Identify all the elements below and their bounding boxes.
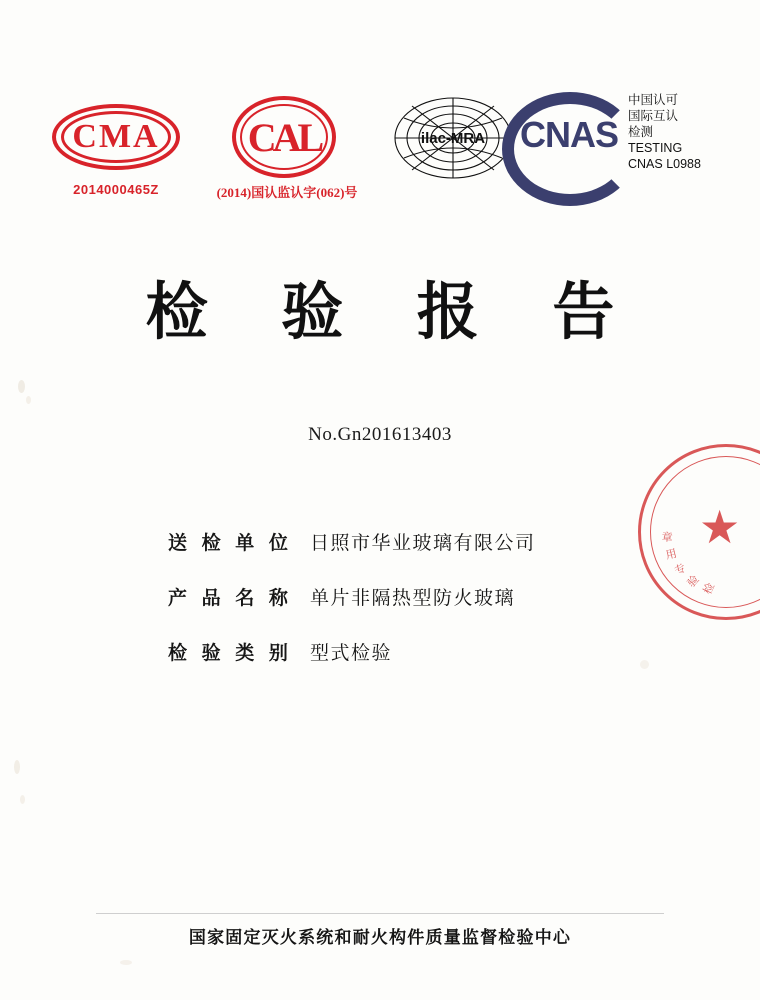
cal-logo-text: CAL (247, 114, 321, 160)
field-value: 型式检验 (310, 642, 393, 664)
cnas-line-3: 检测 (628, 125, 654, 139)
field-row (168, 638, 648, 665)
footer-divider (96, 913, 664, 914)
stamp-char: 检 (701, 581, 718, 597)
scan-artifact (18, 380, 25, 393)
stamp-char: 章 (661, 531, 673, 545)
cnas-logo-icon (502, 88, 632, 188)
stamp-char: 专 (672, 561, 689, 578)
issuing-authority: 国家固定灭火系统和耐火构件质量监督检验中心 (188, 928, 572, 948)
cnas-line-2: 国际互认 (628, 109, 679, 123)
report-number: No.Gn201613403 (308, 424, 452, 445)
cnas-line-4: TESTING (628, 141, 683, 155)
scan-artifact (20, 795, 25, 804)
page-title: 检 验 报 告 (145, 275, 641, 348)
cal-logo-icon (232, 96, 336, 178)
ilac-mra-label: ilac-MRA (420, 130, 486, 147)
scan-artifact (120, 960, 132, 965)
stamp-star-icon: ★ (699, 502, 741, 553)
cma-logo-text: CMA (72, 118, 160, 155)
field-value: 单片非隔热型防火玻璃 (310, 587, 516, 609)
cma-code-label: 2014000465Z (73, 182, 159, 197)
scan-artifact (14, 760, 20, 774)
field-label: 产 品 名 称 (168, 587, 292, 609)
cnas-logo-text: CNAS (520, 114, 619, 155)
field-row (168, 528, 648, 555)
cnas-accreditation-text (628, 92, 748, 172)
ilac-mra-logo-icon (392, 94, 514, 182)
stamp-char: 用 (664, 547, 679, 563)
scan-artifact (26, 396, 31, 404)
stamp-char: 验 (685, 573, 702, 590)
accreditation-logo-row (0, 86, 760, 226)
cal-code-label: (2014)国认监认字(062)号 (216, 185, 358, 200)
field-label: 送 检 单 位 (168, 532, 292, 554)
cma-logo-icon (52, 104, 180, 170)
field-label: 检 验 类 别 (168, 642, 292, 664)
cnas-line-5: CNAS L0988 (628, 157, 701, 171)
report-field-list (168, 528, 648, 693)
field-value: 日照市华业玻璃有限公司 (310, 532, 536, 554)
field-row (168, 583, 648, 610)
official-red-stamp (638, 444, 760, 620)
cnas-line-1: 中国认可 (628, 93, 679, 107)
